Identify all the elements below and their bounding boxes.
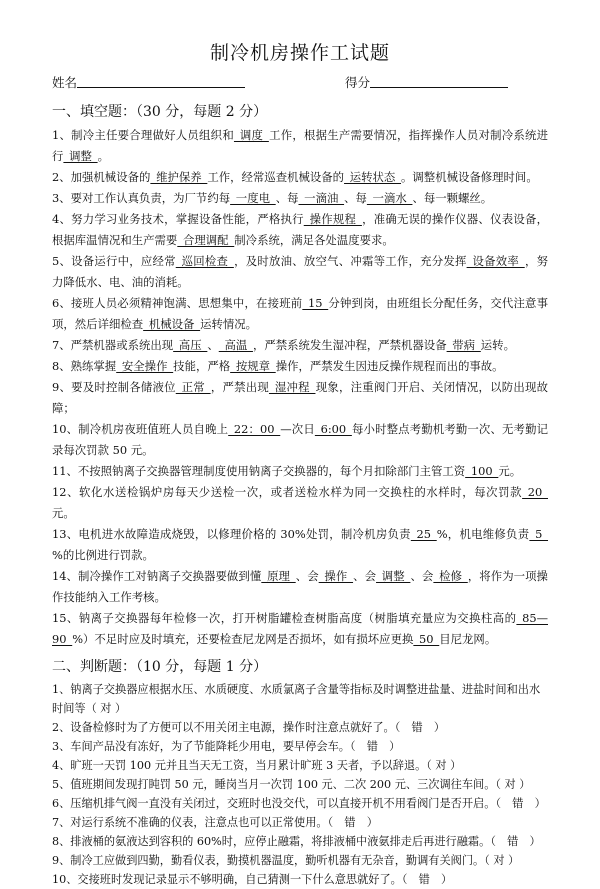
answer-blank: 机械设备: [143, 317, 201, 331]
answer-blank: 高温: [218, 338, 253, 352]
question-text: 12、软化水送检锅炉房每天少送检一次，或者送检水样为同一交换柱的水样时，每次罚款: [52, 485, 523, 499]
question-text: 技能，严格: [173, 359, 231, 373]
question-text: 分钟到岗，由班组长分配任务，交代注意事项，然后详细检查: [52, 296, 548, 331]
answer-blank: 20: [522, 485, 548, 499]
question-text: 1、制冷主任要合理做好人员组织和: [52, 128, 234, 142]
question-text: 、会: [410, 569, 434, 583]
judge-question: 8、排液桶的氨液达到容积的 60%时，应停止融霜，将排液桶中液氨排走后再进行融霜。（ 错 ）: [52, 835, 541, 848]
section1-list: [52, 125, 548, 650]
fill-question: [52, 188, 548, 209]
judge-question: 9、制冷工应做到四勤，勤看仪表，勤摸机器温度，勤听机器有无杂音，勤调有关阀门。（ 对 ）: [52, 854, 520, 867]
answer-blank: 设备效率: [466, 254, 525, 268]
fill-question: [52, 125, 548, 167]
question-text: %）不足时应及时填充，还要检查尼龙网是否损坏，如有损坏应更换: [72, 632, 414, 646]
answer-blank: 原理: [261, 569, 296, 583]
question-text: 运转。: [480, 338, 515, 352]
question-text: 、每一颗螺丝。: [412, 191, 493, 205]
question-text: 9、要及时控制各储液位: [52, 380, 176, 394]
fill-question: [52, 356, 548, 377]
judge-question: 7、对运行系统不准确的仪表，注意点也可以正常使用。（ 错 ）: [52, 816, 378, 829]
judge-question: 3、车间产品没有冻好，为了节能降耗少用电，要早停会车。（ 错 ）: [52, 740, 401, 753]
question-text: 10、制冷机房夜班值班人员自晚上: [52, 422, 229, 436]
fill-question: [52, 167, 548, 188]
answer-blank: 85—90: [52, 611, 548, 646]
question-text: 每小时整点考勤机考勤一次、无考勤记录每次罚款 50 元。: [52, 422, 548, 457]
answer-blank: 调整: [376, 569, 411, 583]
question-text: 目尼龙网。: [439, 632, 497, 646]
question-text: 4、努力学习业务技术，掌握设备性能，严格执行: [52, 212, 304, 226]
question-text: ，及时放油、放空气、冲霜等工作，充分发挥: [233, 254, 467, 268]
question-text: 13、电机进水故障造成烧毁，以修理价格的 30%处罚，制冷机房负责: [52, 527, 411, 541]
judge-question: 4、旷班一天罚 100 元并且当天无工资，当月累计旷班 3 天者，予以辞退。（ 对 ）: [52, 759, 462, 772]
header-fields: [52, 73, 548, 91]
answer-blank: 一滴水: [366, 191, 413, 205]
answer-blank: 调度: [233, 128, 269, 142]
answer-blank: 22：00: [228, 422, 281, 436]
question-text: 、每: [275, 191, 299, 205]
fill-question: [52, 251, 548, 293]
question-text: 元。: [498, 464, 522, 478]
question-text: 制冷系统，满足各处温度要求。: [234, 233, 394, 247]
judge-question: 5、值班期间发现打盹罚 50 元，睡岗当月一次罚 100 元、二次 200 元、三次调往车间。（ 对 ）: [52, 778, 531, 791]
answer-blank: 50: [413, 632, 440, 646]
section2-list: [52, 680, 548, 889]
answer-blank: 100: [465, 464, 499, 478]
question-text: 、每: [344, 191, 367, 205]
question-text: ，严禁出现: [210, 380, 269, 394]
question-text: 2、加强机械设备的: [52, 170, 151, 184]
question-text: 工作，根据生产需要情况，指挥操作人员对制冷系统进行: [52, 128, 548, 163]
question-text: 3、要对工作认真负责，为厂节约每: [52, 191, 231, 205]
question-text: %，机电维修负责: [436, 527, 530, 541]
answer-blank: 正常: [175, 380, 211, 394]
fill-question: [52, 419, 548, 461]
question-text: 。: [97, 149, 109, 163]
answer-blank: 一度电: [230, 191, 276, 205]
name-field[interactable]: [77, 73, 245, 88]
judge-question: 10、交接班时发现记录显示不够明确，自己猜测一下什么意思就好了。（ 错 ）: [52, 873, 453, 886]
answer-blank: 带病: [446, 338, 481, 352]
question-text: 、会: [353, 569, 377, 583]
answer-blank: 操作规程: [303, 212, 362, 226]
score-field[interactable]: [370, 73, 508, 88]
question-text: 现象，注重阀门开启、关闭情况，以防出现故障；: [52, 380, 548, 415]
fill-question: [52, 566, 548, 608]
answer-blank: 湿冲程: [268, 380, 316, 394]
question-text: ，准确无误的操作仪器、仪表设备，根据库温情况和生产需要: [52, 212, 548, 247]
question-text: %的比例进行罚款。: [52, 548, 154, 562]
question-text: 元。: [52, 506, 75, 520]
question-text: 运转情况。: [200, 317, 258, 331]
question-text: ，努力降低水、电、油的消耗。: [52, 254, 548, 289]
fill-question: [52, 482, 548, 524]
question-text: 操作，严禁发生因违反操作规程而出的事故。: [275, 359, 504, 373]
question-text: 工作，经常巡查机械设备的: [207, 170, 345, 184]
name-label: 姓名: [52, 75, 78, 90]
answer-blank: 合理调配: [177, 233, 235, 247]
question-text: 7、严禁机器或系统出现: [52, 338, 174, 352]
answer-blank: 5: [529, 527, 549, 541]
question-text: 14、制冷操作工对钠离子交换器要做到懂: [52, 569, 262, 583]
fill-question: [52, 377, 548, 419]
question-text: 。调整机械设备修理时间。: [401, 170, 538, 184]
answer-blank: 检修: [433, 569, 468, 583]
answer-blank: 安全操作: [116, 359, 174, 373]
judge-question: 6、压缩机排气阀一直没有关闭过，交班时也没交代，可以直接开机不用看阀门是否开启。（ 错 ）: [52, 797, 546, 810]
fill-question: [52, 461, 548, 482]
fill-question: [52, 335, 548, 356]
answer-blank: 6:00: [314, 422, 352, 436]
answer-blank: 按规章: [230, 359, 276, 373]
question-text: 6、接班人员必须精神饱满、思想集中，在接班前: [52, 296, 303, 310]
answer-blank: 高压: [173, 338, 208, 352]
answer-blank: 操作: [318, 569, 354, 583]
answer-blank: 巡回检查: [175, 254, 234, 268]
answer-blank: 15: [302, 296, 329, 310]
page-title: 制冷机房操作工试题: [209, 42, 390, 64]
answer-blank: 25: [410, 527, 437, 541]
answer-blank: 运转状态: [344, 170, 402, 184]
fill-question: [52, 293, 548, 335]
fill-question: [52, 209, 548, 251]
question-text: ，严禁系统发生湿冲程，严禁机器设备: [252, 338, 447, 352]
question-text: 8、熟练掌握: [52, 359, 117, 373]
judge-question: 1、钠离子交换器应根据水压、水质硬度、水质氯离子含量等指标及时调整进盐量、进盐时间和出水时间等（ 对 ）: [52, 683, 541, 715]
score-label: 得分: [345, 75, 371, 90]
section2-heading: 二、判断题：（10 分，每题 1 分）: [52, 659, 268, 675]
question-text: 、会: [295, 569, 319, 583]
question-text: ，将作为一项操作技能纳入工作考核。: [52, 569, 548, 604]
question-text: 5、设备运行中，应经常: [52, 254, 176, 268]
fill-question: [52, 524, 548, 566]
question-text: —次日: [280, 422, 315, 436]
section1-heading: 一、填空题：（30 分，每题 2 分）: [52, 104, 268, 120]
answer-blank: 维护保养: [150, 170, 208, 184]
fill-question: [52, 608, 548, 650]
question-text: 、: [207, 338, 219, 352]
judge-question: 2、设备检修时为了方便可以不用关闭主电源，操作时注意点就好了。（ 错 ）: [52, 721, 446, 734]
answer-blank: 一滴油: [298, 191, 345, 205]
answer-blank: 调整: [63, 149, 98, 163]
question-text: 15、钠离子交换器每年检修一次，打开树脂罐检查树脂高度（树脂填充量应为交换柱高的: [52, 611, 517, 625]
question-text: 11、不按照钠离子交换器管理制度使用钠离子交换器的，每个月扣除部门主管工资: [52, 464, 466, 478]
